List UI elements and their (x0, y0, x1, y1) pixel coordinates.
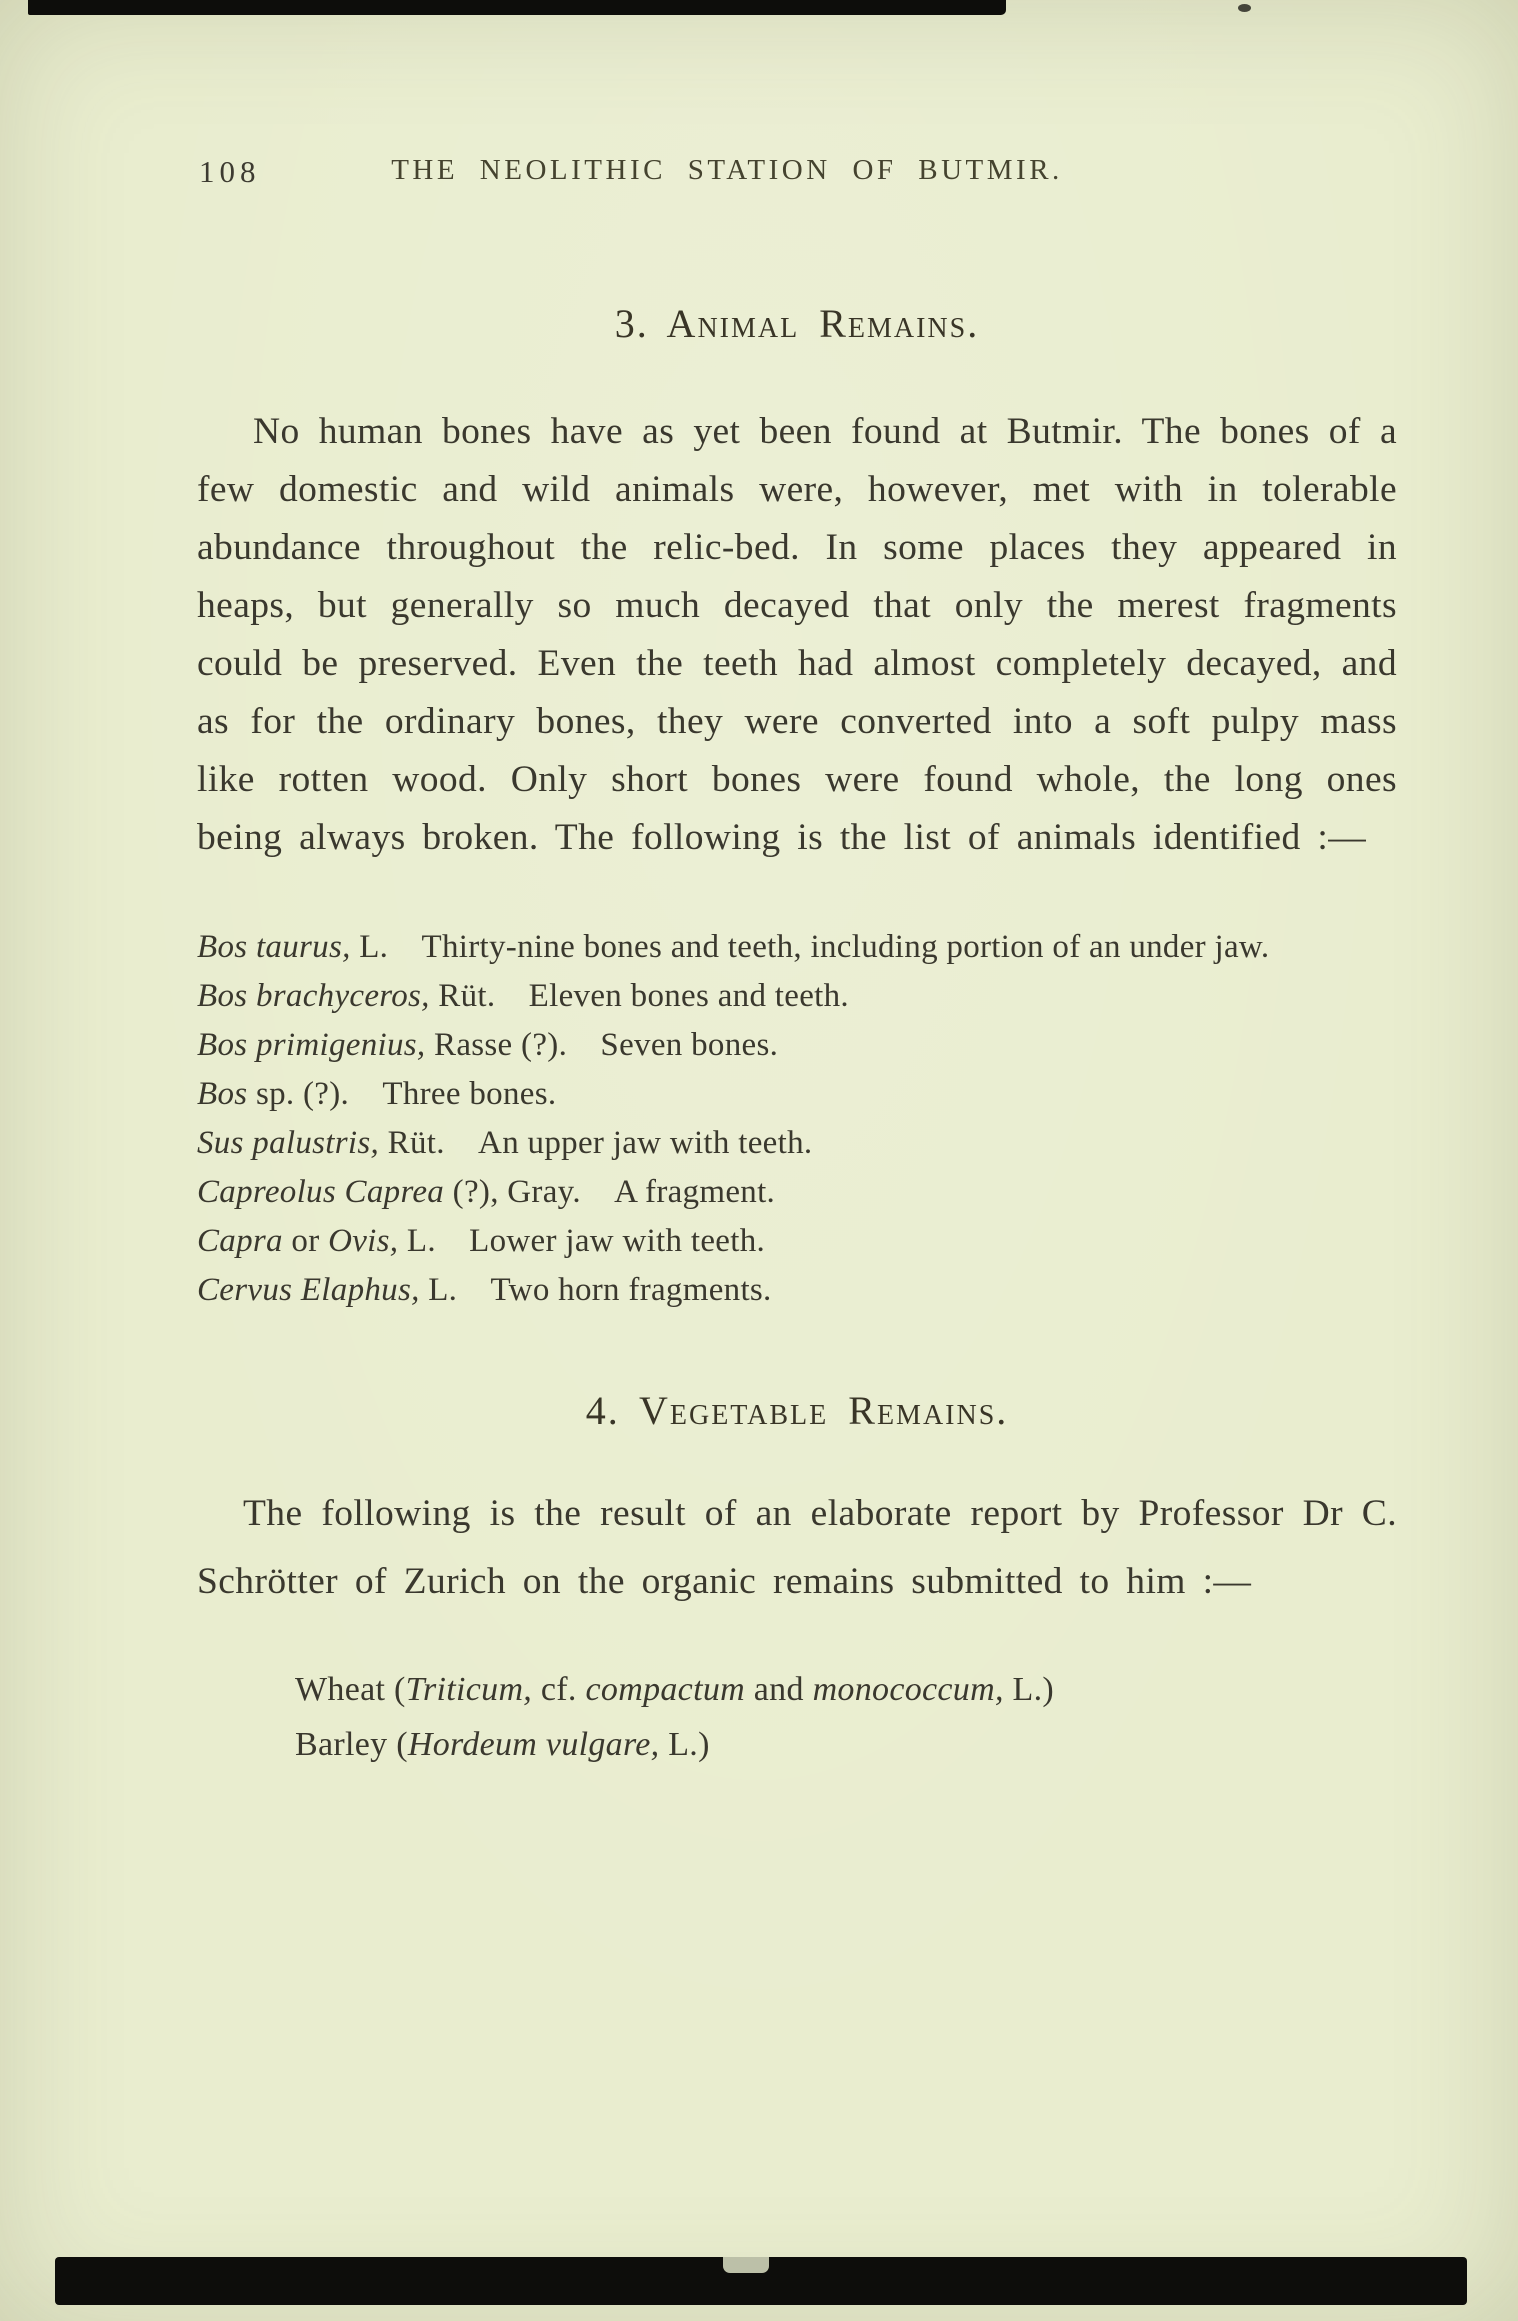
plain-text: L. Two horn fragments. (419, 1272, 772, 1308)
plain-text: L.) (659, 1726, 710, 1763)
species-list-item (197, 1168, 1397, 1217)
italic-text: Sus palustris, (197, 1125, 380, 1161)
plain-text: Rüt. An upper jaw with teeth. (379, 1125, 813, 1161)
plain-text: L. Lower jaw with teeth. (398, 1223, 766, 1259)
page-content (197, 0, 1397, 1772)
italic-text: Bos brachyceros, (197, 978, 430, 1014)
italic-text: Bos (197, 1076, 248, 1112)
plain-text: sp. (?). Three bones. (247, 1076, 557, 1112)
vegetable-paragraph: The following is the result of an elaborate report by Professor Dr C. Schrötter of Zurich on the organic remains submitted to him :— (197, 1493, 1397, 1602)
italic-text: Bos primigenius, (197, 1027, 426, 1063)
italic-text: Bos taurus, (197, 929, 351, 965)
plain-text: cf. (532, 1671, 586, 1708)
italic-text: Triticum, (405, 1671, 533, 1708)
plain-text: Rüt. Eleven bones and teeth. (429, 978, 849, 1014)
species-list-item (197, 1119, 1397, 1168)
species-list-item (197, 1266, 1397, 1315)
species-list-item (197, 923, 1397, 972)
page-header (197, 152, 1397, 194)
running-title: THE NEOLITHIC STATION OF BUTMIR. (391, 154, 1063, 186)
italic-text: compactum (585, 1671, 745, 1708)
italic-text: Capreolus Caprea (197, 1174, 445, 1210)
species-list-item (197, 1217, 1397, 1266)
plain-text: Barley ( (295, 1726, 408, 1763)
plain-text: (?), Gray. A fragment. (444, 1174, 776, 1210)
species-list-item (197, 1070, 1397, 1119)
plain-text: L. Thirty-nine bones and teeth, including portion of an under jaw. (350, 929, 1270, 965)
vegetable-section-heading: 4. Vegetable Remains. (585, 1388, 1009, 1433)
species-list (197, 923, 1397, 1315)
plain-text: L.) (1003, 1671, 1055, 1708)
species-list-item (197, 972, 1397, 1021)
plain-text: Rasse (?). Seven bones. (425, 1027, 779, 1063)
italic-text: Cervus Elaphus, (197, 1272, 420, 1308)
plain-text: or (282, 1223, 329, 1259)
plant-list-item (295, 1717, 1397, 1772)
plant-list-item (295, 1662, 1397, 1717)
plain-text: and (744, 1671, 813, 1708)
page-number: 108 (199, 154, 261, 189)
italic-text: Ovis, (328, 1223, 399, 1259)
species-list-item (197, 1021, 1397, 1070)
animal-paragraph: No human bones have as yet been found at Butmir. The bones of a few domestic and wild animals were, however, met with in tolerable abundance throughout the relic-bed. In some places they appeared in heaps, but generally so much decayed that only the merest fragments could be preserved. Even the teeth had almost completely decayed, and as for the ordinary bones, they were converted into a soft pulpy mass like rotten wood. Only short bones were found whole, the long ones being always broken. The following is the list of animals identified :— (197, 411, 1397, 858)
scan-edge-bottom (55, 2257, 1467, 2305)
scan-notch (723, 2257, 769, 2273)
animal-section-heading: 3. Animal Remains. (614, 301, 980, 346)
italic-text: monococcum, (812, 1671, 1004, 1708)
plain-text: Wheat ( (295, 1671, 406, 1708)
plant-list (295, 1662, 1397, 1772)
italic-text: Hordeum vulgare, (407, 1726, 660, 1763)
italic-text: Capra (197, 1223, 283, 1259)
